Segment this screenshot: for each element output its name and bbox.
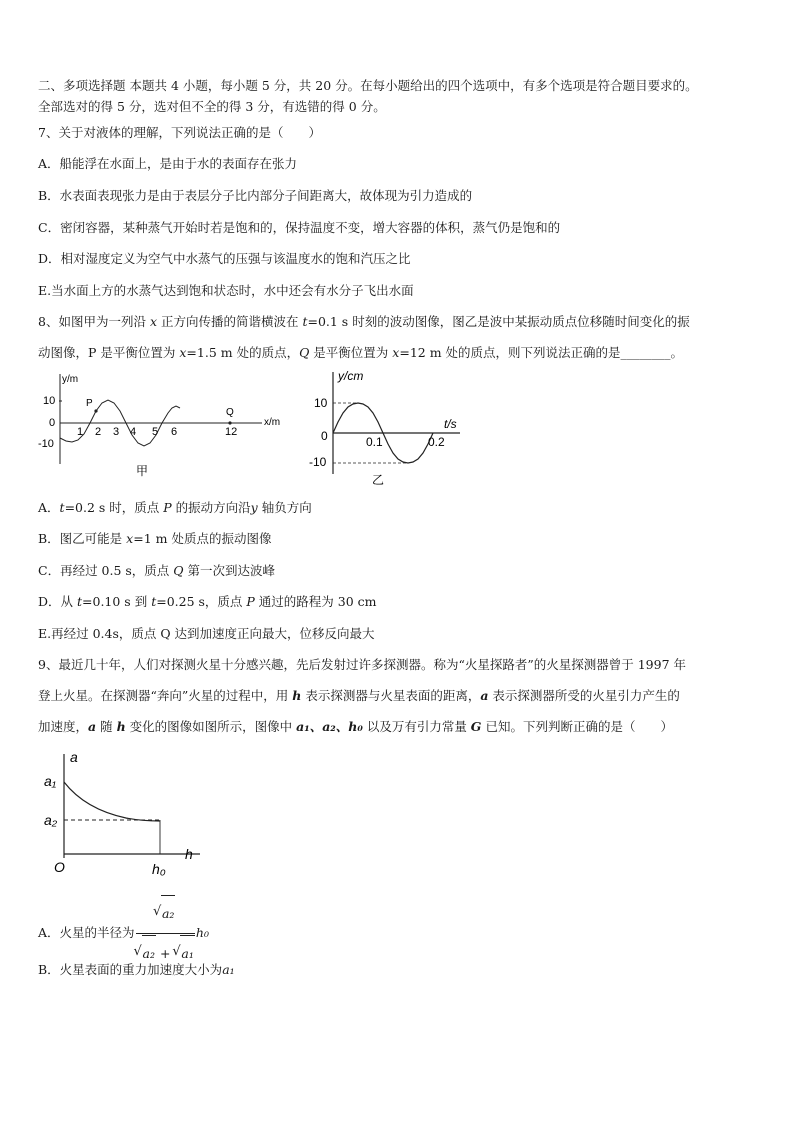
jia-ytick-0: 0: [49, 417, 56, 429]
q7-option-e: E.当水面上方的水蒸气达到饱和状态时，水中还会有水分子飞出水面: [38, 283, 414, 298]
yi-ytick-0: 0: [321, 429, 328, 443]
jia-xlabel: x/m: [264, 417, 281, 428]
q9-a-h-graph: [38, 748, 208, 878]
wave-graph-jia: [30, 368, 290, 488]
q9-a1-label: a₁: [44, 773, 57, 789]
jia-xtick-12: 12: [225, 426, 238, 438]
jia-xtick-3: 3: [113, 426, 120, 438]
jia-xtick-6: 6: [171, 426, 178, 438]
jia-xtick-5: 5: [152, 426, 159, 438]
yi-ylabel: y/cm: [338, 369, 364, 383]
jia-xtick-2: 2: [95, 426, 102, 438]
q9-curve: [64, 782, 160, 821]
jia-caption: 甲: [136, 464, 149, 478]
q7-stem: 7、关于对液体的理解，下列说法正确的是（ ）: [38, 125, 321, 140]
q8-option-c: C．再经过 0.5 s，质点 Q 第一次到达波峰: [38, 563, 276, 578]
q9-h0-label: h₀: [152, 861, 166, 877]
yi-ytick-neg10: -10: [309, 455, 327, 469]
q9-a2-label: a₂: [44, 812, 58, 828]
q9-x-label: h: [185, 846, 193, 862]
q8-option-b: B．图乙可能是 x=1 m 处质点的振动图像: [38, 531, 272, 546]
jia-ytick-neg10: -10: [38, 438, 54, 450]
q8-stem-line1: 8、如图甲为一列沿 x 正方向传播的简谐横波在 t=0.1 s 时刻的波动图像，图乙是波中某振动质点位移随时间变化的振: [38, 314, 690, 329]
jia-xtick-1: 1: [77, 426, 84, 438]
yi-xtick-0.2: 0.2: [428, 435, 445, 449]
vibration-graph-yi: [300, 366, 470, 490]
yi-xtick-0.1: 0.1: [366, 435, 383, 449]
yi-caption: 乙: [372, 473, 385, 487]
jia-point-q: [228, 421, 231, 424]
q7-option-b: B．水表面表现张力是由于表层分子比内部分子间距离大，故体现为引力造成的: [38, 188, 473, 203]
q7-option-c: C．密闭容器，某种蒸气开始时若是饱和的，保持温度不变，增大容器的体积，蒸气仍是饱和的: [38, 220, 561, 235]
jia-point-p: [94, 409, 97, 412]
jia-xtick-4: 4: [130, 426, 137, 438]
yi-xlabel: t/s: [444, 417, 457, 431]
jia-ylabel: y/m: [62, 374, 79, 385]
q9-stem-line1: 9、最近几十年，人们对探测火星十分感兴趣，先后发射过许多探测器。称为“火星探路者”的火星探测器曾于 1997 年: [38, 657, 686, 672]
jia-label-p: P: [86, 398, 93, 409]
q8-option-d: D．从 t=0.10 s 到 t=0.25 s，质点 P 通过的路程为 30 cm: [38, 594, 377, 609]
q9-y-label: a: [70, 749, 78, 765]
q7-option-d: D．相对湿度定义为空气中水蒸气的压强与该温度水的饱和汽压之比: [38, 251, 411, 266]
q8-option-e: E.再经过 0.4s，质点 Q 达到加速度正向最大，位移反向最大: [38, 626, 375, 641]
q9-origin: O: [54, 859, 65, 875]
q9-stem-line2: 登上火星。在探测器“奔向”火星的过程中，用 h 表示探测器与火星表面的距离，a 表示探测器所受的火星引力产生的: [38, 688, 680, 703]
jia-label-q: Q: [226, 407, 234, 418]
yi-ytick-10: 10: [314, 396, 328, 410]
q9-option-a: A．火星的半径为 √ a₂ √ a₂ + √ a₁ h₀: [38, 895, 209, 972]
section-header-line1: 二、多项选择题 本题共 4 小题，每小题 5 分，共 20 分。在每小题给出的四个选项中，有多个选项是符合题目要求的。: [38, 78, 698, 93]
q9-stem-line3: 加速度，a 随 h 变化的图像如图所示，图像中 a₁、a₂、h₀ 以及万有引力常量 G 已知。下列判断正确的是（ ）: [38, 719, 673, 734]
q8-option-a: A．t=0.2 s 时，质点 P 的振动方向沿y 轴负方向: [38, 500, 312, 515]
section-header-line2: 全部选对的得 5 分，选对但不全的得 3 分，有选错的得 0 分。: [38, 99, 386, 114]
q7-option-a: A．船能浮在水面上，是由于水的表面存在张力: [38, 156, 298, 171]
jia-ytick-10: 10: [43, 395, 56, 407]
q9-option-b: B．火星表面的重力加速度大小为a₁: [38, 962, 235, 977]
q8-stem-line2: 动图像，P 是平衡位置为 x=1.5 m 处的质点，Q 是平衡位置为 x=12 m 处的质点，则下列说法正确的是________。: [38, 345, 684, 360]
q9-option-a-fraction: √ a₂ √ a₂ + √ a₁: [136, 895, 195, 972]
